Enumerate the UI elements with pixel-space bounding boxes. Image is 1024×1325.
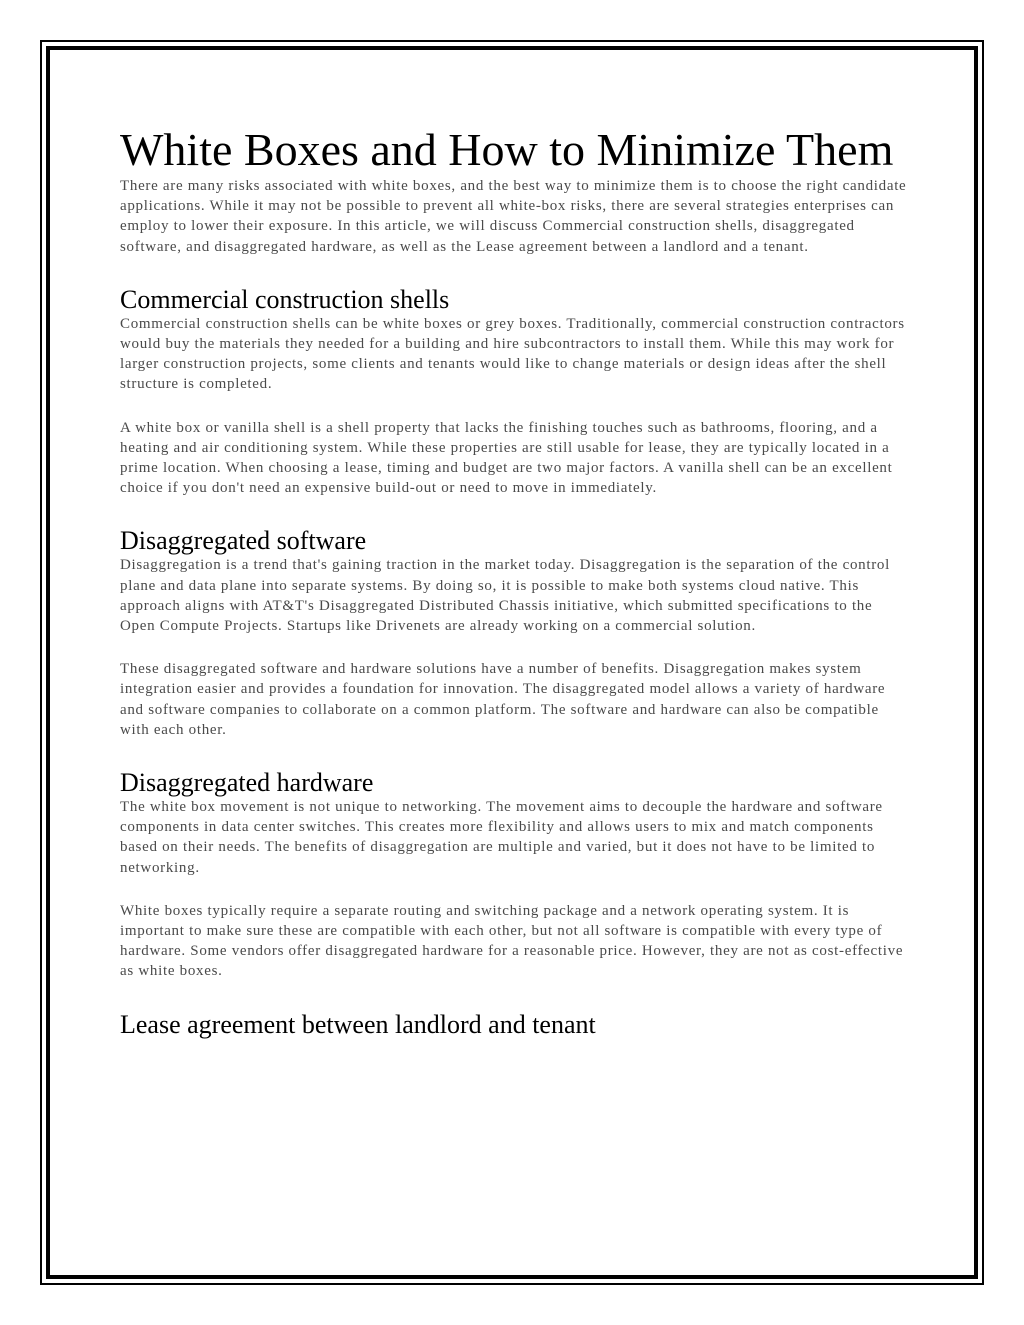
section-heading-lease-agreement: Lease agreement between landlord and tenant xyxy=(120,1009,596,1039)
section-paragraph: A white box or vanilla shell is a shell property that lacks the finishing touches such as bathrooms, flooring, and a heating and air conditioning system. While these properties are still usable for lease, they are typically located in a prime location. When choosing a lease, timing and budget are two major factors. A vanilla shell can be an excellent choice if you don't need an expensive build-out or need to move in immediately. xyxy=(120,419,893,497)
section-paragraph: These disaggregated software and hardware solutions have a number of benefits. Disaggregation makes system integration easier and provides a foundation for innovation. The disaggregated model allows a variety of hardware and software companies to collaborate on a common platform. The software and hardware can also be compatible with each other. xyxy=(120,661,886,738)
intro-paragraph: There are many risks associated with white boxes, and the best way to minimize them is to choose the right candidate applications. While it may not be possible to prevent all white-box risks, there are several strategies enterprises can employ to lower their exposure. In this article, we will discuss Commercial construction shells, disaggregated software, and disaggregated hardware, as well as the Lease agreement between a landlord and a tenant. xyxy=(120,178,907,255)
section-paragraph: The white box movement is not unique to networking. The movement aims to decouple the hardware and software components in data center switches. This creates more flexibility and allows users to mix and match components based on their needs. The benefits of disaggregation are multiple and varied, but it does not have to be limited to networking. xyxy=(120,799,883,876)
section-heading-commercial-construction-shells: Commercial construction shells xyxy=(120,284,450,314)
document-body xyxy=(120,124,910,1039)
section-paragraph: Commercial construction shells can be white boxes or grey boxes. Traditionally, commercial construction contractors would buy the materials they needed for a building and hire subcontractors to install them. While this may work for larger construction projects, some clients and tenants would like to change materials or design ideas after the shell structure is completed. xyxy=(120,315,905,393)
page-title: White Boxes and How to Minimize Them xyxy=(120,124,894,175)
section-paragraph: White boxes typically require a separate routing and switching package and a network operating system. It is important to make sure these are compatible with each other, but not all software is compatible with every type of hardware. Some vendors offer disaggregated hardware for a reasonable price. However, they are not as cost-effective as white boxes. xyxy=(120,902,904,980)
section-heading-disaggregated-hardware: Disaggregated hardware xyxy=(120,768,374,798)
section-paragraph: Disaggregation is a trend that's gaining traction in the market today. Disaggregation is the separation of the control plane and data plane into separate systems. By doing so, it is possible to make both systems cloud native. This approach aligns with AT&T's Disaggregated Distributed Chassis initiative, which submitted specifications to the Open Compute Projects. Startups like Drivenets are already working on a commercial solution. xyxy=(120,557,890,635)
section-heading-disaggregated-software: Disaggregated software xyxy=(120,526,367,556)
